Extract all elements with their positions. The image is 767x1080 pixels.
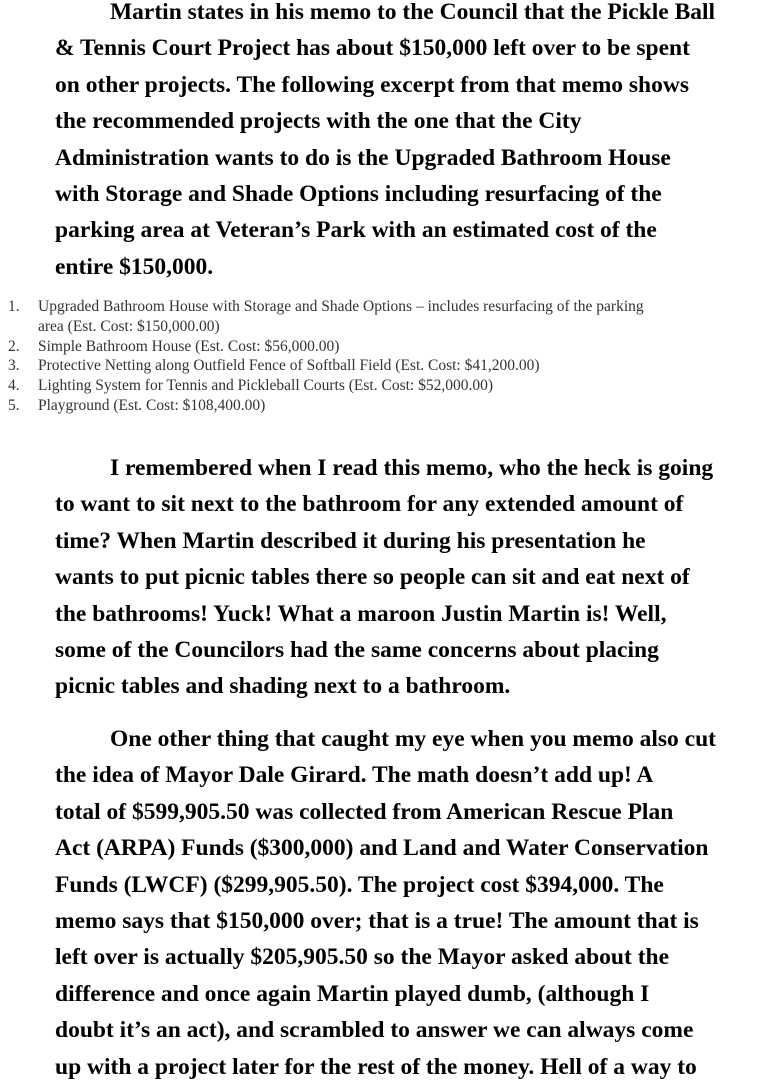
text-line: parking area at Veteran’s Park with an estimated cost of the	[55, 217, 657, 244]
text-line: & Tennis Court Project has about $150,000 left over to be spent	[55, 35, 690, 62]
memo-list-item	[0, 376, 767, 396]
list-number: 1.	[8, 298, 20, 315]
text-line: time? When Martin described it during his presentation he	[55, 527, 646, 554]
text-line: Martin states in his memo to the Council that the Pickle Ball	[110, 0, 716, 25]
text-line: with Storage and Shade Options including resurfacing of the	[55, 181, 662, 208]
list-number: 2.	[8, 337, 20, 355]
text-line: up with a project later for the rest of the money. Hell of a way to	[55, 1053, 697, 1080]
text-line: One other thing that caught my eye when you memo also cut	[110, 726, 716, 752]
list-number: 4.	[8, 377, 20, 395]
list-item-text: Playground (Est. Cost: $108,400.00)	[38, 396, 266, 414]
memo-list-item	[0, 356, 767, 376]
text-line: entire $150,000.	[55, 253, 214, 280]
list-number: 5.	[8, 396, 20, 414]
list-item-text: Protective Netting along Outfield Fence of Softball Field (Est. Cost: $41,200.00)	[38, 357, 540, 375]
list-item-text: Upgraded Bathroom House with Storage and Shade Options – includes resurfacing of the parking	[38, 298, 644, 315]
text-line: Funds (LWCF) ($299,905.50). The project cost $394,000. The	[55, 871, 664, 898]
paragraph-funding-math	[0, 721, 767, 1080]
text-line: some of the Councilors had the same concerns about placing	[55, 637, 659, 664]
list-item-text-continued: area (Est. Cost: $150,000.00)	[38, 317, 220, 335]
text-line: to want to sit next to the bathroom for any extended amount of	[55, 491, 684, 518]
memo-list-item	[0, 297, 767, 337]
text-line: left over is actually $205,905.50 so the Mayor asked about the	[55, 944, 670, 971]
text-line: picnic tables and shading next to a bathroom.	[55, 673, 511, 700]
text-line: on other projects. The following excerpt from that memo shows	[55, 71, 689, 98]
text-line: the bathrooms! Yuck! What a maroon Justin Martin is! Well,	[55, 600, 667, 627]
text-line: total of $599,905.50 was collected from American Rescue Plan	[55, 798, 674, 825]
list-item-text: Lighting System for Tennis and Pickleball Courts (Est. Cost: $52,000.00)	[38, 377, 493, 395]
memo-list-item	[0, 396, 767, 416]
text-line: Act (ARPA) Funds ($300,000) and Land and Water Conservation	[55, 835, 709, 862]
memo-list-item	[0, 337, 767, 357]
text-line: memo says that $150,000 over; that is a true! The amount that is	[55, 908, 699, 935]
text-line: the recommended projects with the one that the City	[55, 108, 582, 135]
paragraph-bathroom-concern	[0, 450, 767, 705]
memo-excerpt-list	[0, 297, 767, 416]
text-line: I remembered when I read this memo, who the heck is going	[110, 455, 714, 481]
text-line: wants to put picnic tables there so people can sit and eat next of	[55, 564, 690, 591]
list-item-text: Simple Bathroom House (Est. Cost: $56,000.00)	[38, 337, 340, 355]
list-number: 3.	[8, 357, 20, 375]
text-line: Administration wants to do is the Upgraded Bathroom House	[55, 144, 671, 171]
text-line: difference and once again Martin played dumb, (although I	[55, 980, 650, 1007]
text-line: doubt it’s an act), and scrambled to answer we can always come	[55, 1017, 694, 1044]
text-line: the idea of Mayor Dale Girard. The math doesn’t add up! A	[55, 762, 654, 789]
paragraph-memo-intro	[0, 0, 767, 285]
